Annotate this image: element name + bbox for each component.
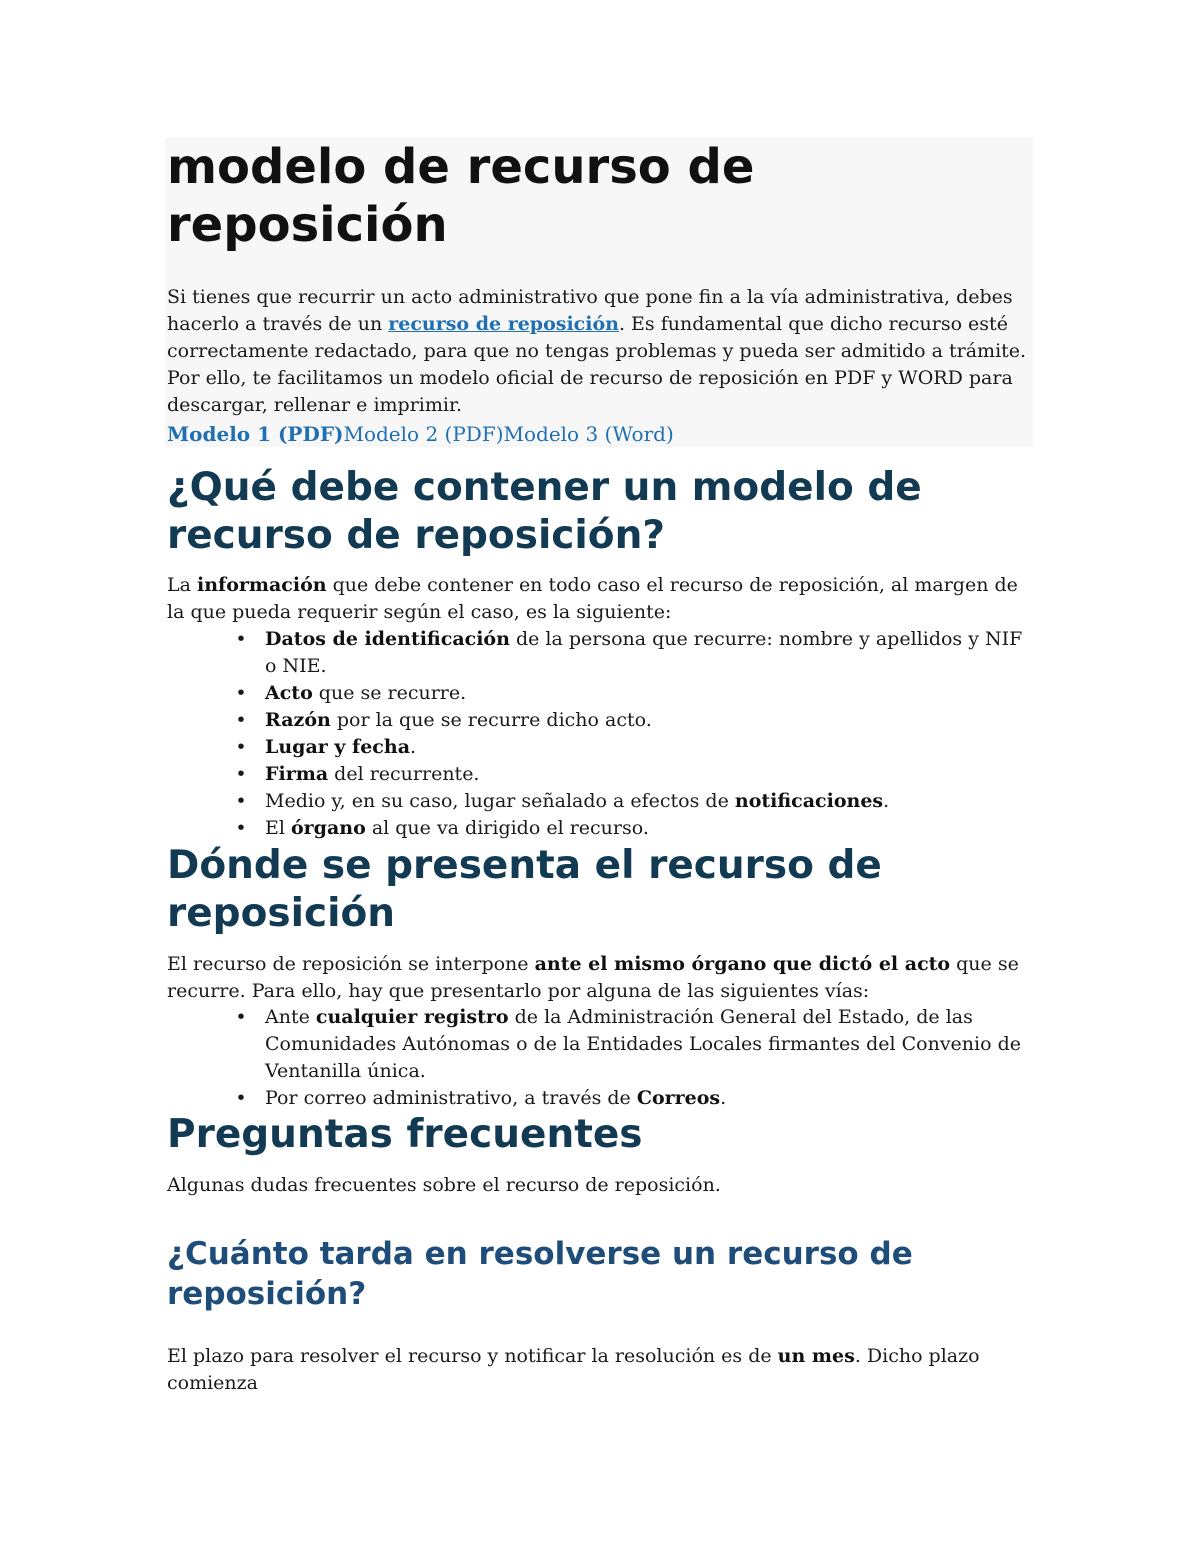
contenido-list: [235, 626, 1025, 842]
item-text: de la persona que recurre: nombre y apellidos y NIF o NIE.: [265, 628, 1023, 677]
item-text: al que va dirigido el recurso.: [365, 817, 649, 839]
item-bold: cualquier registro: [315, 1006, 509, 1028]
bullet-icon: •: [235, 736, 247, 758]
list-item: [235, 680, 1025, 707]
item-bold: Lugar y fecha: [265, 736, 411, 758]
item-bold: Firma: [265, 763, 329, 785]
donde-paragraph: [167, 951, 1027, 1005]
list-item: [235, 734, 1025, 761]
item-bold: notificaciones: [734, 790, 884, 812]
answer-text-post: . Dicho plazo comienza: [167, 1345, 980, 1394]
donde-text-pre: El recurso de reposición se interpone: [167, 953, 535, 975]
item-bold: órgano: [291, 817, 366, 839]
list-item: [235, 626, 1025, 680]
bullet-icon: •: [235, 817, 247, 839]
bullet-icon: •: [235, 682, 247, 704]
item-bold: Correos: [636, 1087, 721, 1109]
answer-text-pre: El plazo para resolver el recurso y notificar la resolución es de: [167, 1345, 778, 1367]
item-text: .: [720, 1087, 727, 1109]
item-text-pre: El: [265, 817, 291, 839]
list-item: [235, 1085, 1025, 1112]
bullet-icon: •: [235, 1087, 247, 1109]
item-text: de la Administración General del Estado, de las Comunidades Autónomas o de la Entidades Locales firmantes del Convenio de Ventanilla única.: [265, 1006, 1022, 1082]
model-1-pdf-link[interactable]: Modelo 1 (PDF): [167, 422, 344, 446]
contenido-bold: información: [196, 574, 327, 596]
item-text: del recurrente.: [328, 763, 480, 785]
faq-answer: [167, 1343, 987, 1397]
page-title: modelo de recurso de reposición: [167, 139, 755, 253]
answer-bold: un mes: [777, 1345, 855, 1367]
donde-list: [235, 1004, 1025, 1112]
intro-text-before: Si tienes que recurrir un acto administrativo que pone fin a la vía administrativa, debes hacerlo a través de un: [167, 286, 1013, 335]
item-text: por la que se recurre dicho acto.: [330, 709, 652, 731]
bullet-icon: •: [235, 709, 247, 731]
heading-contenido: ¿Qué debe contener un modelo de recurso de reposición?: [167, 465, 922, 558]
donde-text-post: que se recurre. Para ello, hay que presentarlo por alguna de las siguientes vías:: [167, 953, 1019, 1002]
item-text-pre: Medio y, en su caso, lugar señalado a efectos de: [265, 790, 735, 812]
heading-donde: Dónde se presenta el recurso de reposición: [167, 843, 882, 936]
item-text: que se recurre.: [312, 682, 467, 704]
bullet-icon: •: [235, 628, 247, 650]
item-bold: Datos de identificación: [265, 628, 510, 650]
item-bold: Razón: [265, 709, 331, 731]
donde-bold: ante el mismo órgano que dictó el acto: [534, 953, 951, 975]
bullet-icon: •: [235, 763, 247, 785]
recurso-reposicion-link[interactable]: recurso de reposición: [388, 313, 619, 335]
item-text: .: [883, 790, 890, 812]
list-item: [235, 788, 1025, 815]
list-item: [235, 761, 1025, 788]
list-item: [235, 815, 1025, 842]
heading-preguntas: Preguntas frecuentes: [167, 1112, 643, 1157]
item-bold: Acto: [265, 682, 313, 704]
model-2-pdf-link[interactable]: Modelo 2 (PDF): [343, 422, 504, 446]
faq-intro: Algunas dudas frecuentes sobre el recurso de reposición.: [167, 1174, 721, 1196]
intro-paragraph: [167, 284, 1029, 419]
faq-question-heading: ¿Cuánto tarda en resolverse un recurso de reposición?: [167, 1236, 913, 1312]
contenido-text-post: que debe contener en todo caso el recurso de reposición, al margen de la que pueda requerir según el caso, es la siguiente:: [167, 574, 1018, 623]
item-text-pre: Por correo administrativo, a través de: [265, 1087, 637, 1109]
intro-text-after: . Es fundamental que dicho recurso esté correctamente redactado, para que no tengas problemas y pueda ser admitido a trámite. Por ello, te facilitamos un modelo oficial de recurso de reposición en PDF y WORD para descargar, rellenar e imprimir.: [167, 313, 1027, 416]
bullet-icon: •: [235, 1006, 247, 1028]
list-item: [235, 707, 1025, 734]
model-3-word-link[interactable]: Modelo 3 (Word): [503, 422, 674, 446]
contenido-text-pre: La: [167, 574, 197, 596]
item-text: .: [410, 736, 417, 758]
list-item: [235, 1004, 1025, 1085]
bullet-icon: •: [235, 790, 247, 812]
contenido-paragraph: [167, 572, 1027, 626]
item-text-pre: Ante: [265, 1006, 316, 1028]
model-links: [167, 420, 674, 448]
